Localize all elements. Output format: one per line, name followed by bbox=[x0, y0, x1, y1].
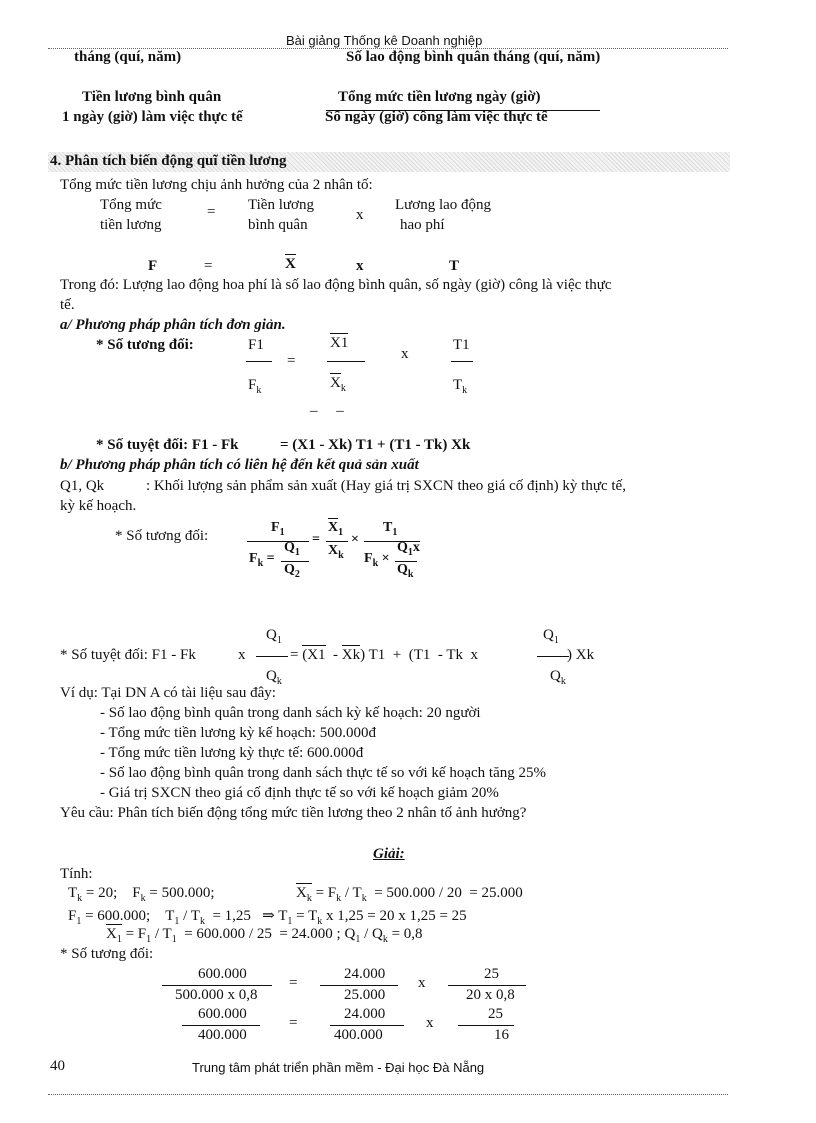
example-item: - Tổng mức tiền lương kỳ kế hoạch: 500.000đ bbox=[100, 725, 376, 741]
calc-line-1b: $X_k = F_k / T_k = 500.000 / 20 = 25.000$ bbox=[296, 885, 523, 904]
abs-b-bar1 bbox=[256, 656, 288, 657]
frac-bar-X bbox=[327, 361, 365, 362]
method-a-title: a/ Phương pháp phân tích đơn giản. bbox=[60, 317, 286, 333]
calc-line-3: $X_1 = F_1 / T_1 = 600.000 / 25 = 24.000$ ; $Q_1 / Q_k = 0,8$ bbox=[106, 926, 423, 945]
page-header: Bài giảng Thống kê Doanh nghiệp bbox=[286, 33, 483, 48]
factor-labor-1: Lương lao động bbox=[395, 197, 492, 213]
abs-b-Q1b: $Q_1$ bbox=[543, 627, 559, 646]
page-number: 40 bbox=[50, 1058, 65, 1074]
frac-Tk: $T_k$ bbox=[453, 377, 468, 396]
ratio1-num3: 25 bbox=[484, 966, 499, 982]
example-item: - Số lao động bình quân trong danh sách kỳ kế hoạch: 20 người bbox=[100, 705, 481, 721]
ratio1-bar2 bbox=[320, 985, 398, 986]
absolute-formula-a: = (X1 - Xk) T1 + (T1 - Tk) Xk bbox=[280, 437, 471, 453]
solution-relative-label: * Số tương đối: bbox=[60, 946, 154, 962]
abs-b-x: x bbox=[238, 647, 246, 663]
ratio2-num1: 600.000 bbox=[198, 1006, 247, 1022]
frac-b-Xk: $X_k$ bbox=[328, 543, 344, 561]
frac-bar-F bbox=[246, 361, 272, 362]
frac-b-F1: $F_1$ bbox=[271, 520, 285, 538]
frac-b-Q1: $Q_1$ bbox=[284, 540, 300, 558]
factor-labor-2: hao phí bbox=[400, 217, 445, 233]
factor-total-1: Tổng mức bbox=[100, 197, 162, 213]
ratio1-num2: 24.000 bbox=[344, 966, 386, 982]
example-intro: Ví dụ: Tại DN A có tài liệu sau đây: bbox=[60, 685, 276, 701]
symbol-F: F bbox=[148, 258, 158, 274]
dash-marks: – – bbox=[310, 403, 344, 419]
frac-b-X1: $X_1$ bbox=[328, 520, 344, 538]
ratio1-den3: 20 x 0,8 bbox=[466, 987, 515, 1003]
frac-eq-a: = bbox=[287, 353, 296, 369]
relative-label-a: * Số tương đối: bbox=[96, 337, 194, 353]
abs-b-Qk: $Q_k$ bbox=[266, 668, 282, 687]
absolute-label-a: * Số tuyệt đối: F1 - Fk bbox=[96, 437, 239, 453]
example-item: - Số lao động bình quân trong danh sách thực tế so với kế hoạch tăng 25% bbox=[100, 765, 546, 781]
frac-times-a: x bbox=[401, 346, 409, 362]
frac-bar-T bbox=[451, 361, 473, 362]
symbol-eq: = bbox=[204, 258, 213, 274]
frac-b-Qk: $Q_k$ bbox=[397, 562, 414, 580]
q-label: Q1, Qk bbox=[60, 478, 105, 494]
times-sign: x bbox=[356, 207, 364, 223]
frac-b-eq: = bbox=[312, 532, 320, 547]
frac-Fk: $F_k$ bbox=[248, 377, 262, 396]
example-request: Yêu cầu: Phân tích biến động tổng mức tiền lương theo 2 nhân tố ảnh hưởng? bbox=[60, 805, 527, 821]
ratio2-times: x bbox=[426, 1015, 434, 1031]
note-line-1: Trong đó: Lượng lao động hoa phí là số lao động bình quân, số ngày (giờ) công là việc thực bbox=[60, 277, 612, 293]
q-desc-2: kỳ kế hoạch. bbox=[60, 498, 137, 514]
frac-T1: T1 bbox=[453, 337, 470, 353]
factor-avg-2: bình quân bbox=[248, 217, 308, 233]
footer-rule bbox=[48, 1094, 728, 1095]
ratio2-bar1 bbox=[182, 1025, 260, 1026]
avg-wage-numerator: Tổng mức tiền lương ngày (giờ) bbox=[338, 89, 541, 105]
relative-label-b: * Số tương đối: bbox=[115, 528, 209, 544]
factor-avg-1: Tiền lương bbox=[248, 197, 314, 213]
solution-compute: Tính: bbox=[60, 866, 93, 882]
example-item: - Giá trị SXCN theo giá cố định thực tế so với kế hoạch giảm 20% bbox=[100, 785, 499, 801]
abs-b-Q1: $Q_1$ bbox=[266, 627, 282, 646]
note-line-2: tế. bbox=[60, 297, 75, 313]
avg-wage-label-2: 1 ngày (giờ) làm việc thực tế bbox=[62, 109, 243, 125]
frac-Xk: $X_k$ bbox=[330, 375, 346, 394]
ratio2-eq: = bbox=[289, 1015, 298, 1031]
ratio2-den1: 400.000 bbox=[198, 1027, 247, 1043]
section-heading: 4. Phân tích biến động quĩ tiền lương bbox=[50, 153, 287, 169]
method-b-title: b/ Phương pháp phân tích có liên hệ đến kết quả sản xuất bbox=[60, 457, 419, 473]
abs-b-bar2 bbox=[537, 656, 569, 657]
abs-b-mid: = (X1 - Xk) T1 + (T1 - Tk x bbox=[290, 647, 479, 663]
avg-wage-label-1: Tiền lương bình quân bbox=[82, 89, 222, 105]
ratio1-num1: 600.000 bbox=[198, 966, 247, 982]
abs-b-Qkb: $Q_k$ bbox=[550, 668, 566, 687]
ratio1-den2: 25.000 bbox=[344, 987, 386, 1003]
frac-b-Fk: $F_k$ = bbox=[249, 551, 275, 569]
example-item: - Tổng mức tiền lương kỳ thực tế: 600.000đ bbox=[100, 745, 364, 761]
ratio1-bar1 bbox=[162, 985, 272, 986]
abs-b-tail: ) Xk bbox=[567, 647, 595, 663]
frac-b-T1: $T_1$ bbox=[383, 520, 398, 538]
ratio1-bar3 bbox=[448, 985, 526, 986]
frac-b-Q1b: $Q_1x$ bbox=[397, 540, 420, 558]
q-desc-1: : Khối lượng sản phẩm sản xuất (Hay giá trị SXCN theo giá cố định) kỳ thực tế, bbox=[146, 478, 626, 494]
ratio2-num3: 25 bbox=[488, 1006, 503, 1022]
symbol-X: X bbox=[285, 256, 296, 272]
frac-b-Fk2: $F_k$ × bbox=[364, 551, 390, 569]
ratio2-den2: 400.000 bbox=[334, 1027, 383, 1043]
ratio2-bar2 bbox=[330, 1025, 404, 1026]
ratio1-eq: = bbox=[289, 975, 298, 991]
fragment-right: Số lao động bình quân tháng (quí, năm) bbox=[346, 49, 601, 65]
frac-b-times: × bbox=[351, 532, 359, 547]
frac-b-Q2: $Q_2$ bbox=[284, 562, 300, 580]
solution-title: Giải: bbox=[373, 846, 405, 862]
frac-X1: X1 bbox=[330, 335, 349, 351]
symbol-times: x bbox=[356, 258, 364, 274]
ratio1-times: x bbox=[418, 975, 426, 991]
avg-wage-denominator: Số ngày (giờ) công làm việc thực tế bbox=[325, 109, 548, 125]
frac-F1: F1 bbox=[248, 337, 264, 353]
fragment-left: tháng (quí, năm) bbox=[74, 49, 182, 65]
factor-total-2: tiền lương bbox=[100, 217, 162, 233]
ratio2-num2: 24.000 bbox=[344, 1006, 386, 1022]
absolute-label-b: * Số tuyệt đối: F1 - Fk bbox=[60, 647, 196, 663]
calc-line-1: $T_k = 20$; $F_k = 500.000$; bbox=[68, 885, 215, 904]
ratio1-den1: 500.000 x 0,8 bbox=[175, 987, 258, 1003]
ratio2-den3: 16 bbox=[494, 1027, 509, 1043]
calc-line-2: $F_1 = 600.000$; $T_1 / T_k = 1,25$ ⇒ $T_1 = T_k$ x 1,25 = 20 x 1,25 = 25 bbox=[68, 908, 467, 927]
symbol-T: T bbox=[449, 258, 460, 274]
ratio2-bar3 bbox=[458, 1025, 514, 1026]
page-footer: Trung tâm phát triển phần mềm - Đại học Đà Nẵng bbox=[192, 1060, 485, 1075]
intro-line: Tổng mức tiền lương chịu ảnh hưởng của 2 nhân tố: bbox=[60, 177, 373, 193]
equals-sign: = bbox=[207, 204, 216, 220]
